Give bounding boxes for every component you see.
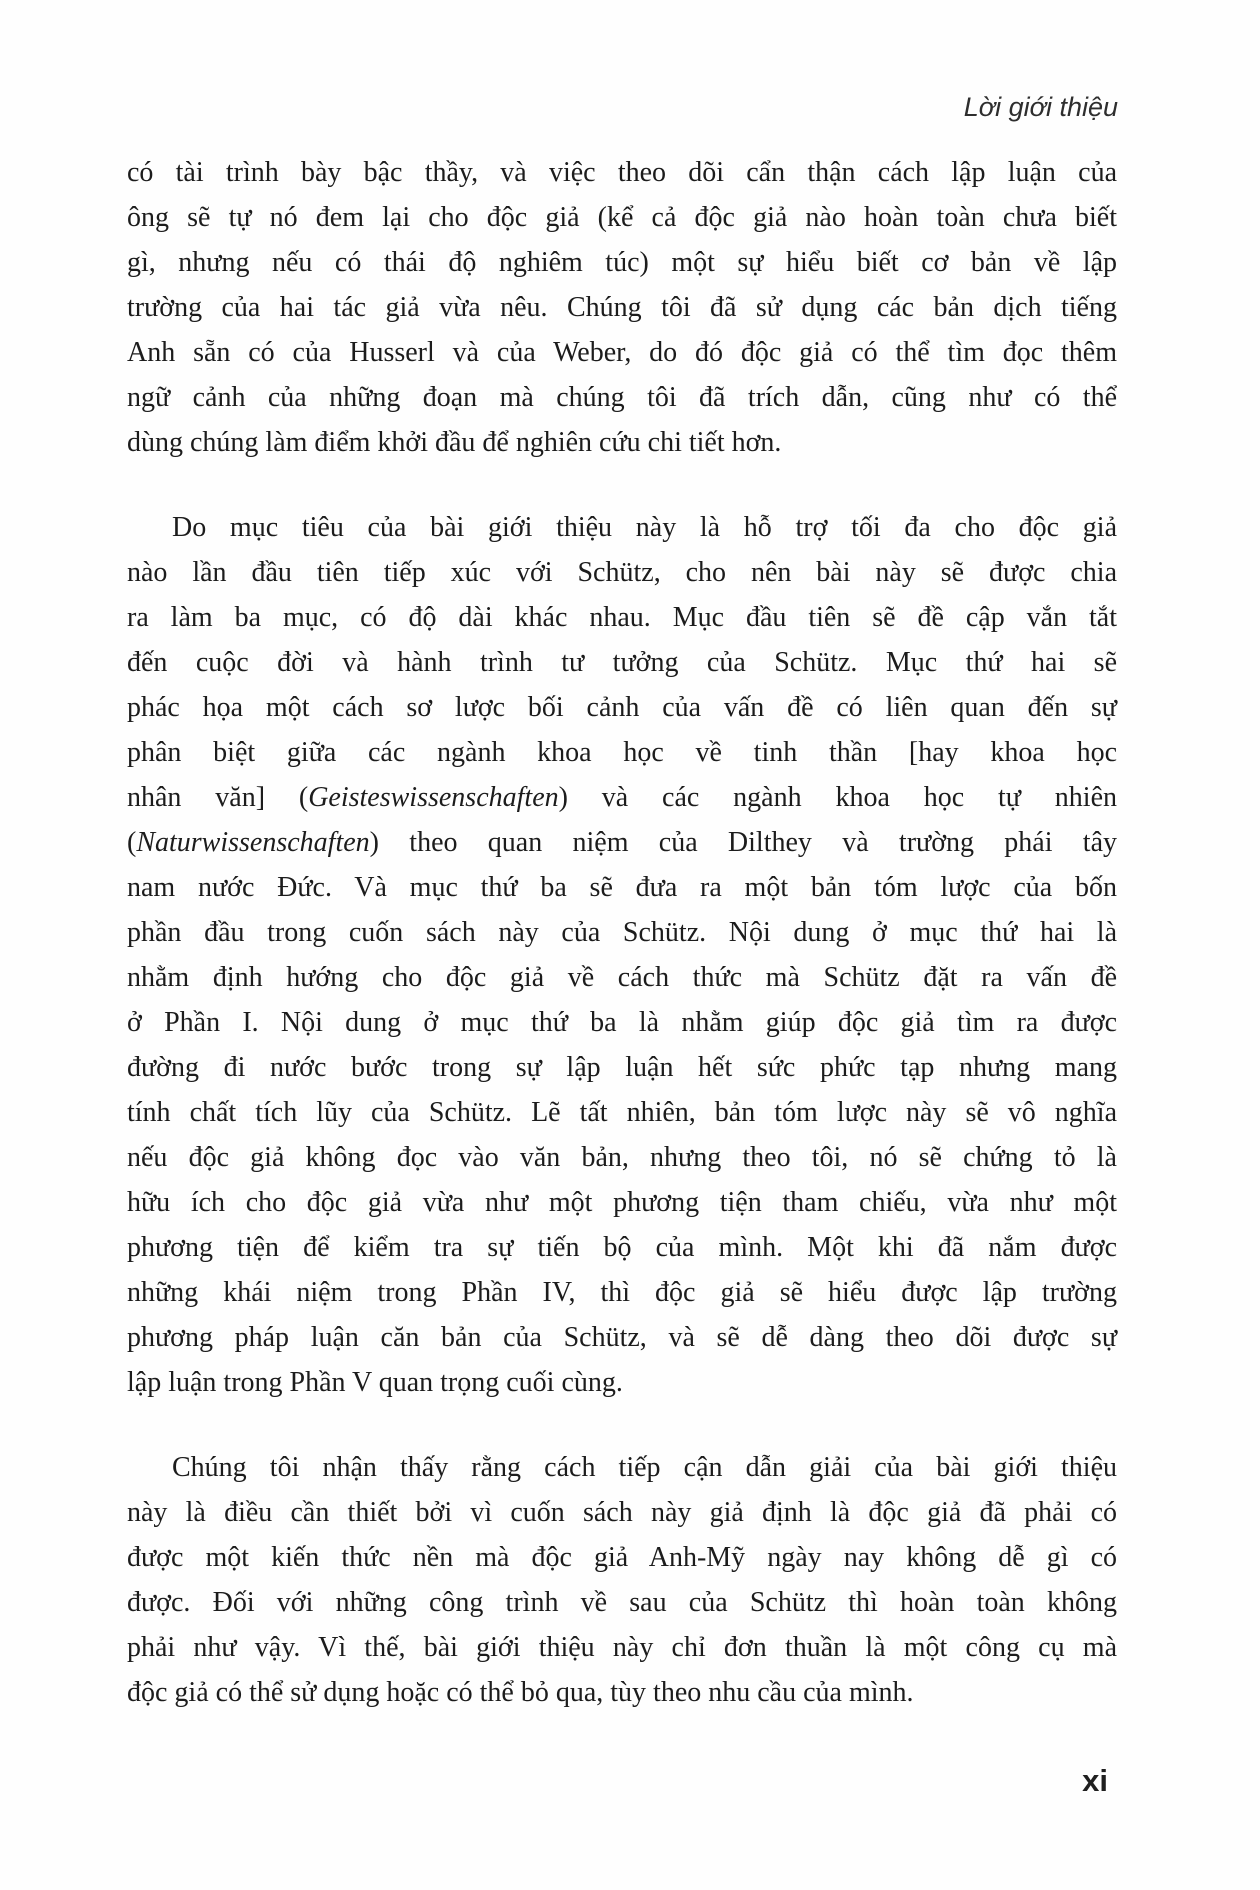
- text-line: nhằm định hướng cho độc giả về cách thức mà Schütz đặt ra vấn đề: [127, 962, 1117, 993]
- text-line: nếu độc giả không đọc vào văn bản, nhưng theo tôi, nó sẽ chứng tỏ là: [127, 1142, 1117, 1173]
- text-line: đường đi nước bước trong sự lập luận hết sức phức tạp nhưng mang: [127, 1052, 1117, 1083]
- italic-term: Naturwissenschaften: [136, 827, 370, 858]
- text-line: nam nước Đức. Và mục thứ ba sẽ đưa ra một bản tóm lược của bốn: [127, 872, 1117, 903]
- italic-term: Geisteswissenschaften: [308, 782, 559, 813]
- text-line: phương pháp luận căn bản của Schütz, và sẽ dễ dàng theo dõi được sự: [127, 1322, 1117, 1353]
- paragraph-2: [127, 505, 1117, 1405]
- text-line: tính chất tích lũy của Schütz. Lẽ tất nhiên, bản tóm lược này sẽ vô nghĩa: [127, 1097, 1117, 1128]
- text-line: (Naturwissenschaften) theo quan niệm của Dilthey và trường phái tây: [127, 827, 1117, 858]
- running-header: Lời giới thiệu: [963, 92, 1118, 122]
- text-line: ông sẽ tự nó đem lại cho độc giả (kể cả độc giả nào hoàn toàn chưa biết: [127, 202, 1117, 233]
- text-line: đến cuộc đời và hành trình tư tưởng của Schütz. Mục thứ hai sẽ: [127, 647, 1117, 678]
- text-block: [127, 150, 1117, 1715]
- text-line: phần đầu trong cuốn sách này của Schütz. Nội dung ở mục thứ hai là: [127, 917, 1117, 948]
- text-line: phải như vậy. Vì thế, bài giới thiệu này chỉ đơn thuần là một công cụ mà: [127, 1632, 1117, 1663]
- text-line: phân biệt giữa các ngành khoa học về tinh thần [hay khoa học: [127, 737, 1117, 768]
- paragraph-3: [127, 1445, 1117, 1715]
- text-line: trường của hai tác giả vừa nêu. Chúng tôi đã sử dụng các bản dịch tiếng: [127, 292, 1117, 323]
- text-line: này là điều cần thiết bởi vì cuốn sách này giả định là độc giả đã phải có: [127, 1497, 1117, 1528]
- text-line: dùng chúng làm điểm khởi đầu để nghiên cứu chi tiết hơn.: [127, 427, 782, 458]
- page-number: xi: [1082, 1763, 1108, 1798]
- text-line: Chúng tôi nhận thấy rằng cách tiếp cận dẫn giải của bài giới thiệu: [172, 1452, 1117, 1483]
- text-line: nhân văn] (Geisteswissenschaften) và các ngành khoa học tự nhiên: [127, 782, 1117, 813]
- text-line: những khái niệm trong Phần IV, thì độc giả sẽ hiểu được lập trường: [127, 1277, 1117, 1308]
- text-line: phác họa một cách sơ lược bối cảnh của vấn đề có liên quan đến sự: [127, 692, 1117, 723]
- text-line: độc giả có thể sử dụng hoặc có thể bỏ qua, tùy theo nhu cầu của mình.: [127, 1677, 914, 1708]
- text-line: hữu ích cho độc giả vừa như một phương tiện tham chiếu, vừa như một: [127, 1187, 1117, 1218]
- text-line: ngữ cảnh của những đoạn mà chúng tôi đã trích dẫn, cũng như có thể: [127, 382, 1117, 413]
- text-line: gì, nhưng nếu có thái độ nghiêm túc) một sự hiểu biết cơ bản về lập: [127, 247, 1117, 278]
- text-line: lập luận trong Phần V quan trọng cuối cùng.: [127, 1367, 623, 1398]
- text-line: được. Đối với những công trình về sau của Schütz thì hoàn toàn không: [127, 1587, 1117, 1618]
- text-line: Do mục tiêu của bài giới thiệu này là hỗ trợ tối đa cho độc giả: [172, 512, 1117, 543]
- text-line: có tài trình bày bậc thầy, và việc theo dõi cẩn thận cách lập luận của: [127, 157, 1117, 188]
- text-line: ra làm ba mục, có độ dài khác nhau. Mục đầu tiên sẽ đề cập vắn tắt: [127, 602, 1117, 633]
- text-line: Anh sẵn có của Husserl và của Weber, do đó độc giả có thể tìm đọc thêm: [127, 337, 1117, 368]
- text-line: phương tiện để kiểm tra sự tiến bộ của mình. Một khi đã nắm được: [127, 1232, 1117, 1263]
- paragraph-1: [127, 150, 1117, 465]
- text-line: nào lần đầu tiên tiếp xúc với Schütz, cho nên bài này sẽ được chia: [127, 557, 1117, 588]
- text-line: ở Phần I. Nội dung ở mục thứ ba là nhằm giúp độc giả tìm ra được: [127, 1007, 1117, 1038]
- text-line: được một kiến thức nền mà độc giả Anh-Mỹ ngày nay không dễ gì có: [127, 1542, 1117, 1573]
